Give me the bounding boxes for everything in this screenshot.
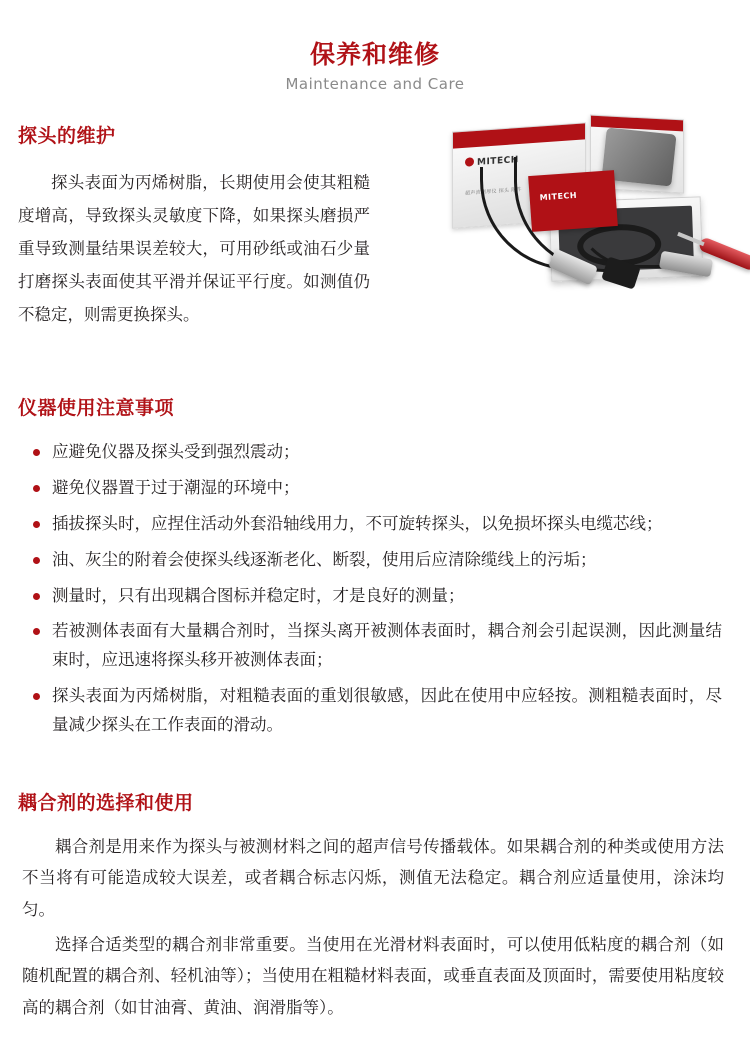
box-lid-brand: MITECH — [539, 190, 578, 203]
section-probe-heading: 探头的维护 — [18, 125, 116, 147]
page-title: 保养和维修 — [309, 40, 440, 69]
section-probe-body: 探头表面为丙烯树脂，长期使用会使其粗糙度增高，导致探头灵敏度下降，如果探头磨损严重导致测量结果误差较大，可用砂纸或油石少量打磨探头表面使其平滑并保证平行度。如测值仍不稳定，则需更换探头。 — [18, 173, 370, 324]
brand-logo-text: MITECH — [477, 155, 519, 168]
box-caption: 超声波测厚仪 探头 附件 — [465, 186, 522, 197]
list-item: 若被测体表面有大量耦合剂时，当探头离开被测体表面时，耦合剂会引起误测，因此测量结束时，应迅速将探头移开被测体表面； — [52, 617, 722, 675]
list-item: 探头表面为丙烯树脂，对粗糙表面的重划很敏感，因此在使用中应轻按。测粗糙表面时，尽量减少探头在工作表面的滑动。 — [52, 682, 722, 740]
list-item: 插拔探头时，应捏住活动外套沿轴线用力，不可旋转探头，以免损坏探头电缆芯线； — [52, 510, 722, 539]
section-cautions-heading: 仪器使用注意事项 — [18, 397, 175, 419]
section-couplant — [18, 788, 732, 1023]
page-subtitle: Maintenance and Care — [285, 75, 465, 93]
product-photo — [422, 109, 750, 329]
couplant-paragraph-2: 选择合适类型的耦合剂非常重要。当使用在光滑材料表面时，可以使用低粘度的耦合剂（如随机配置的耦合剂、轻机油等）；当使用在粗糙材料表面，或垂直表面及顶面时，需要使用粘度较高的耦合剂（如甘油膏、黄油、润滑脂等）。 — [22, 934, 724, 1017]
list-item: 油、灰尘的附着会使探头线逐渐老化、断裂，使用后应清除缆线上的污垢； — [52, 546, 722, 575]
section-couplant-heading: 耦合剂的选择和使用 — [18, 791, 194, 814]
box-small-red-strip — [591, 116, 683, 132]
logo-mark-icon — [465, 157, 474, 167]
section-cautions — [18, 393, 732, 740]
section-probe-maintenance — [18, 121, 732, 331]
list-item: 避免仪器置于过于潮湿的环境中； — [52, 474, 722, 503]
couplant-paragraph-1: 耦合剂是用来作为探头与被测材料之间的超声信号传播载体。如果耦合剂的种类或使用方法不当将有可能造成较大误差，或者耦合标志闪烁，测值无法稳定。耦合剂应适量使用，涂沫均匀。 — [22, 836, 724, 919]
page-header — [18, 0, 732, 93]
list-item: 测量时，只有出现耦合图标并稳定时，才是良好的测量； — [52, 582, 722, 611]
list-item: 应避免仪器及探头受到强烈震动； — [52, 438, 722, 467]
cautions-list — [18, 438, 732, 740]
